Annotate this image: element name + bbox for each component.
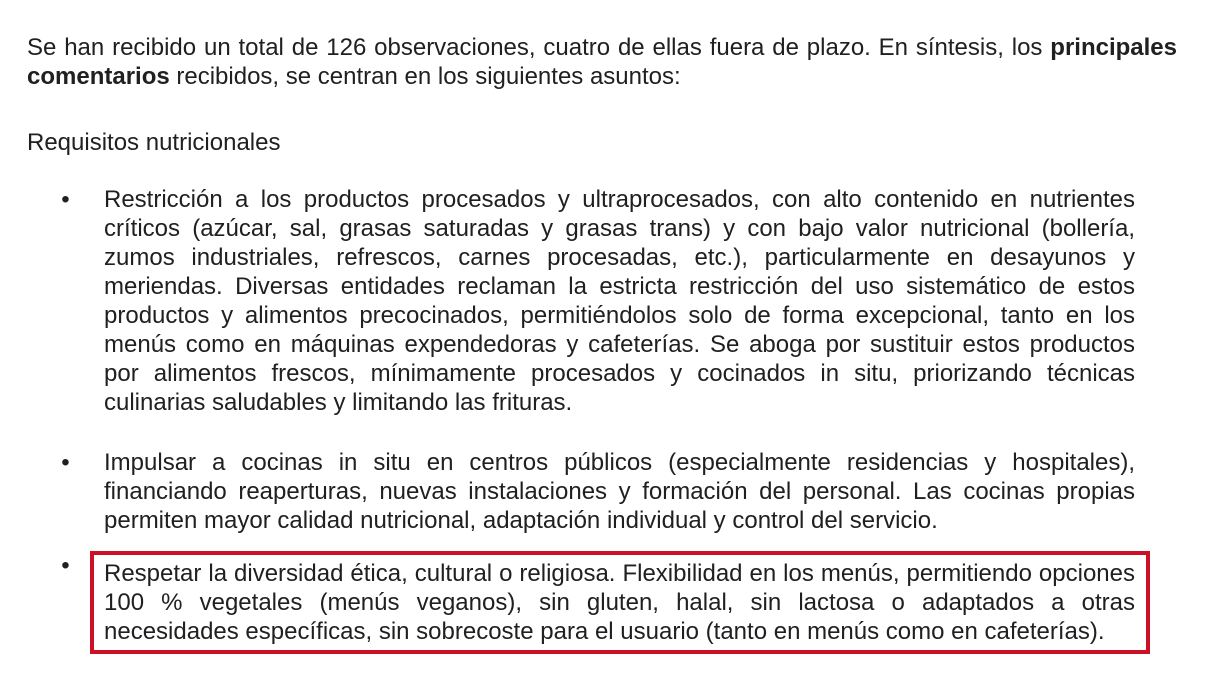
list-item-highlighted <box>27 551 1135 654</box>
bullet-text: Restricción a los productos procesados y ultraprocesados, con alto contenido en nutrientes críticos (azúcar, sal, grasas saturadas y grasas trans) y con bajo valor nutricional (bollería, zumos industriales, refrescos, carnes procesadas, etc.), particularmente en desayunos y meriendas. Diversas entidades reclaman la estricta restricción del uso sistemático de estos productos y alimentos precocinados, permitiéndolos solo de forma excepcional, tanto en los menús como en máquinas expendedoras y cafeterías. Se aboga por sustituir estos productos por alimentos frescos, mínimamente procesados y cocinados in situ, priorizando técnicas culinarias saludables y limitando las frituras. <box>104 186 1135 416</box>
bullet-text: Impulsar a cocinas in situ en centros públicos (especialmente residencias y hospitales), financiando reaperturas, nuevas instalaciones y formación del personal. Las cocinas propias permiten mayor calidad nutricional, adaptación individual y control del servicio. <box>104 449 1135 534</box>
bullet-icon: • <box>61 449 70 476</box>
intro-paragraph <box>27 33 1177 91</box>
section-heading: Requisitos nutricionales <box>27 129 281 156</box>
bullet-icon: • <box>61 552 70 579</box>
bullet-icon: • <box>61 186 70 213</box>
list-item <box>27 185 1135 417</box>
intro-text-after: recibidos, se centran en los siguientes asuntos: <box>169 63 681 90</box>
list-item <box>27 448 1135 535</box>
intro-text-before: Se han recibido un total de 126 observaciones, cuatro de ellas fuera de plazo. En síntesis, los <box>27 34 1051 61</box>
intro-bold-phrase: principales comentarios <box>27 34 1177 90</box>
highlight-box: Respetar la diversidad ética, cultural o religiosa. Flexibilidad en los menús, permitiendo opciones 100 % vegetales (menús veganos), sin gluten, halal, sin lactosa o adaptados a otras necesidades específicas, sin sobrecoste para el usuario (tanto en menús como en cafeterías). <box>90 551 1150 654</box>
bullet-list <box>27 185 1135 654</box>
